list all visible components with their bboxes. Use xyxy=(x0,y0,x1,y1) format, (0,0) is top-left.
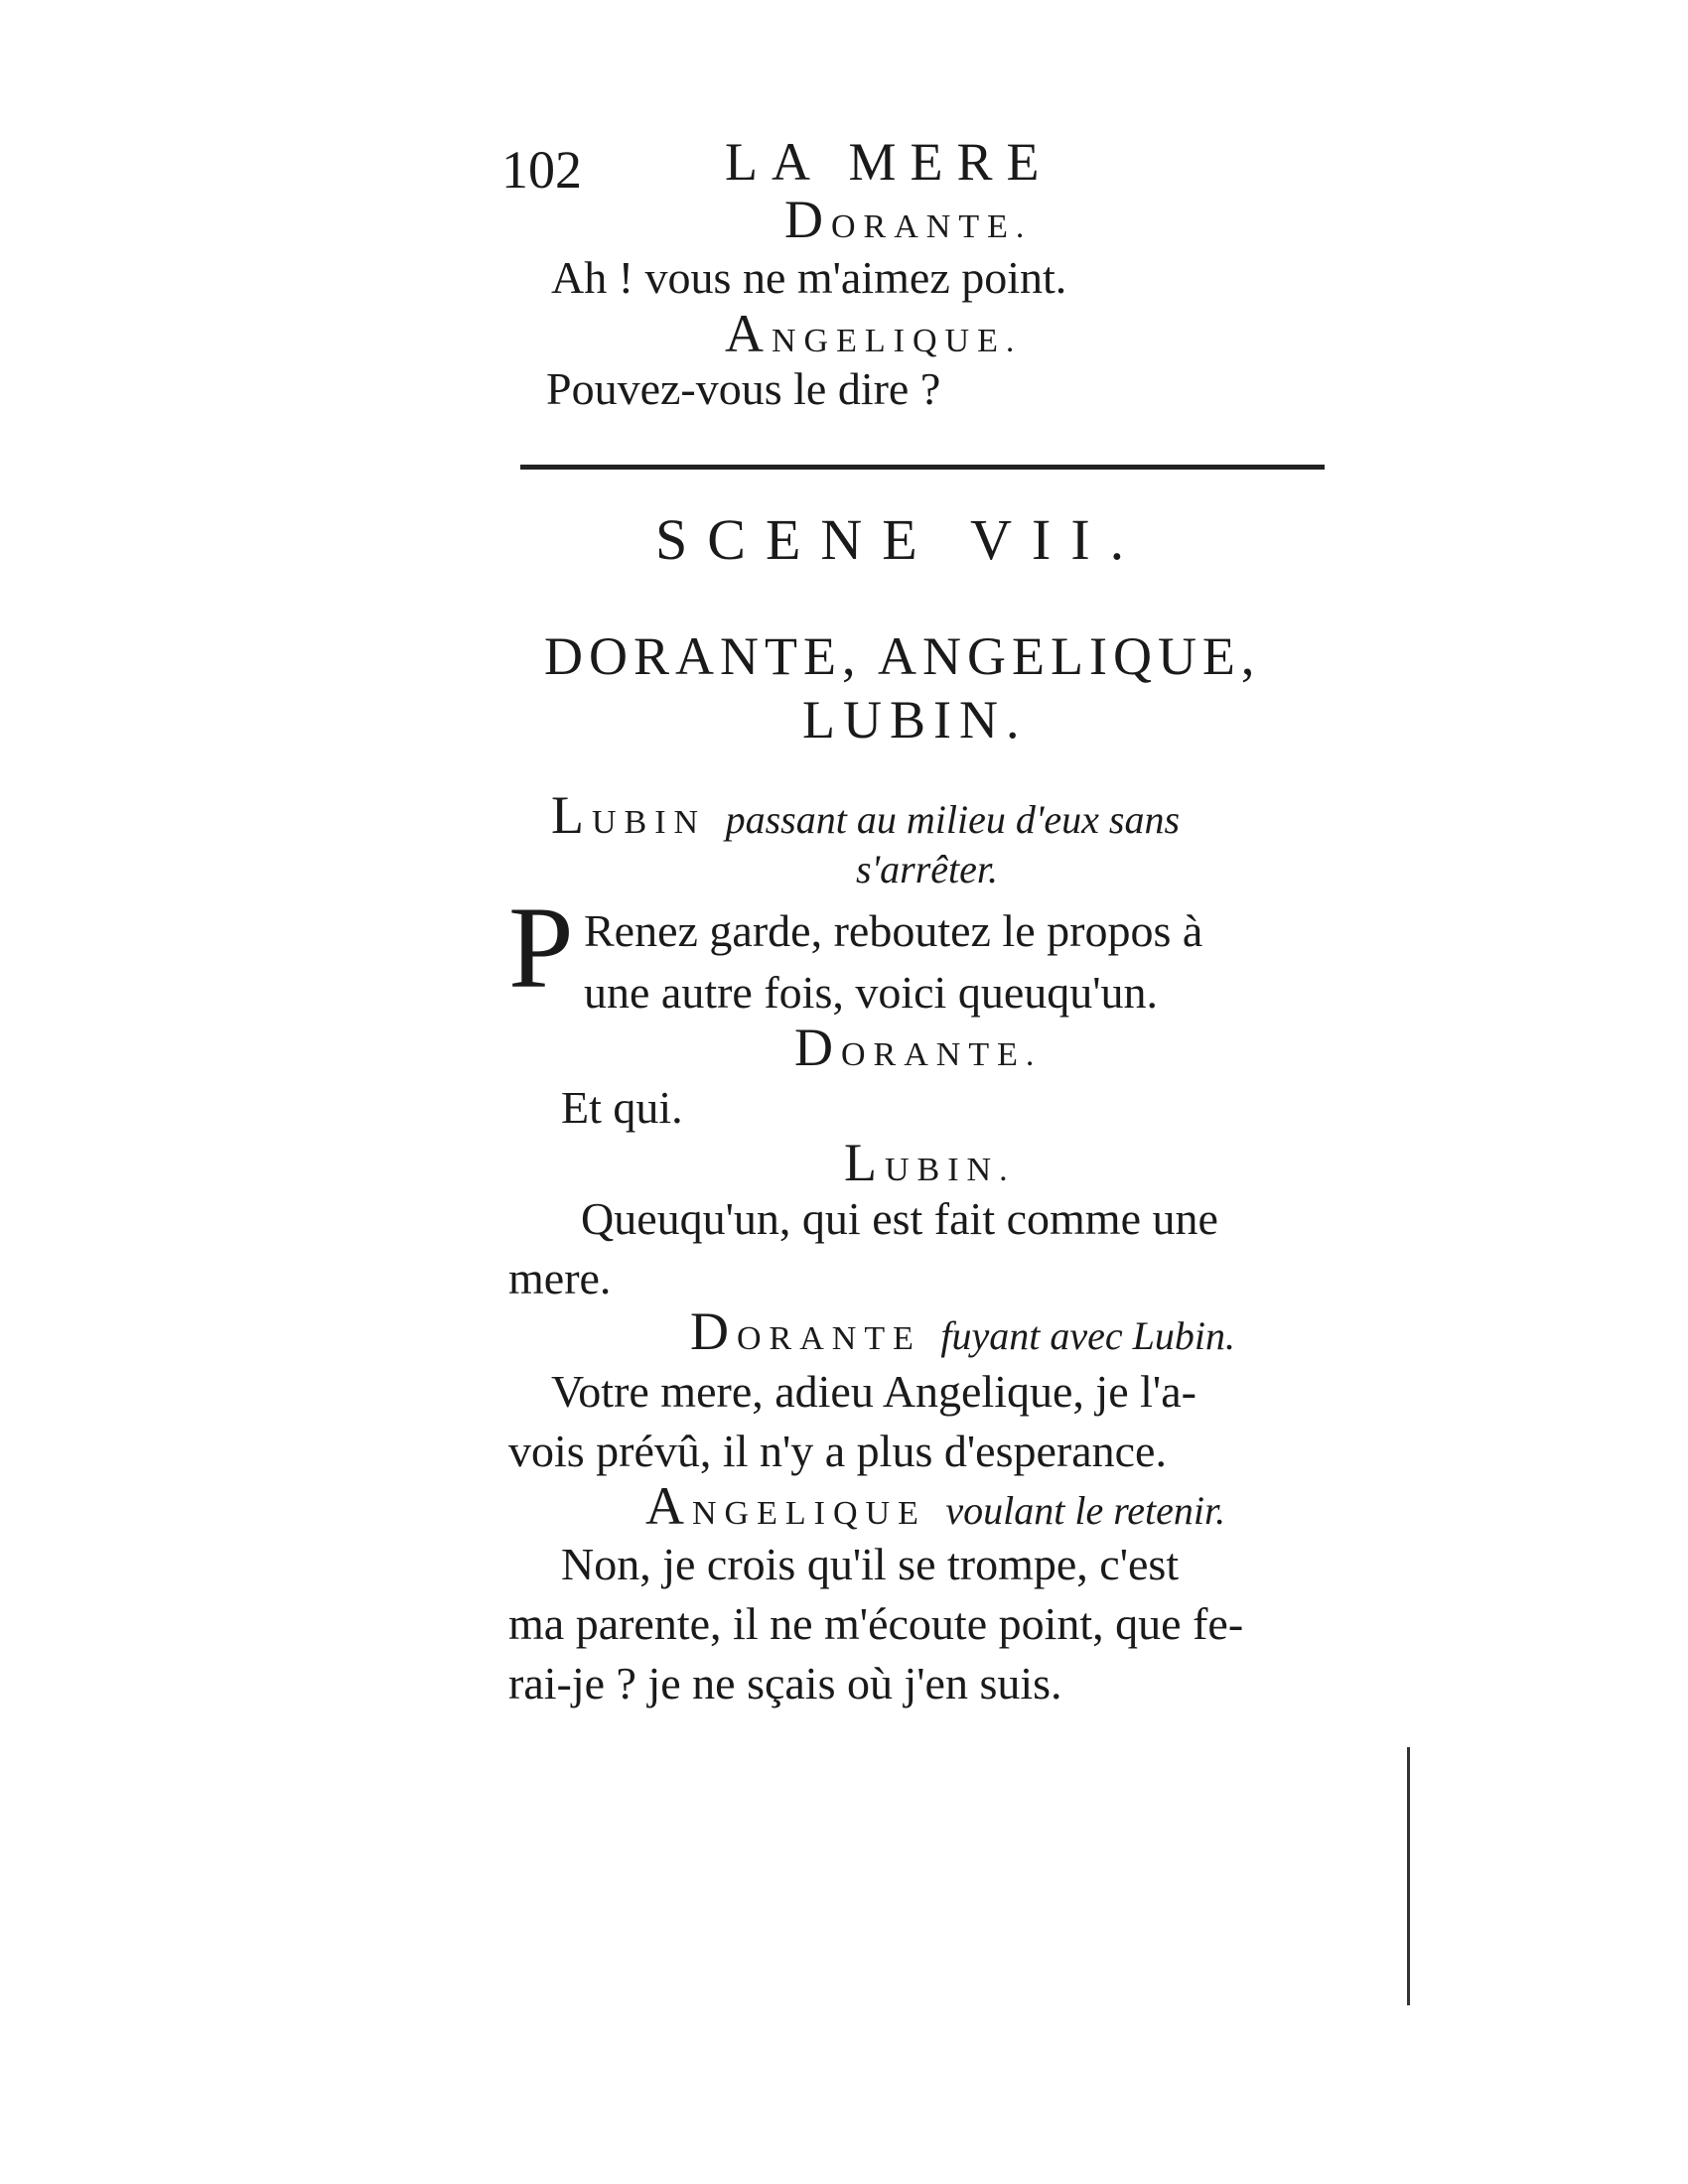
stage-direction: voulant le retenir. xyxy=(945,1488,1226,1533)
speaker-initial: A xyxy=(725,304,772,363)
drop-cap: P xyxy=(508,883,574,1013)
stage-direction: passant au milieu d'eux sans xyxy=(725,797,1181,842)
dialogue-line: Non, je crois qu'il se trompe, c'est xyxy=(561,1539,1180,1589)
speaker-dorante xyxy=(690,1300,1235,1362)
dialogue-line: Et qui. xyxy=(561,1082,683,1133)
speaker-rest: UBIN xyxy=(592,804,707,841)
speaker-initial: D xyxy=(690,1301,737,1361)
stage-direction-continued: s'arrêter. xyxy=(856,847,999,891)
cast-list-line-2: LUBIN. xyxy=(802,690,1028,750)
dialogue-line: Queuqu'un, qui est fait comme une xyxy=(581,1193,1218,1244)
speaker-dorante xyxy=(794,1017,1042,1078)
running-title: LA MERE xyxy=(725,132,1054,192)
speaker-initial: D xyxy=(784,190,831,249)
speaker-rest: UBIN. xyxy=(885,1152,1016,1188)
scene-divider xyxy=(520,465,1325,470)
speaker-rest: ORANTE. xyxy=(841,1036,1043,1073)
speaker-angelique xyxy=(645,1475,1225,1537)
speaker-dorante xyxy=(784,189,1032,250)
speaker-rest: ORANTE xyxy=(737,1320,921,1357)
cast-list-line-1: DORANTE, ANGELIQUE, xyxy=(544,626,1261,686)
dialogue-line: ma parente, il ne m'écoute point, que fe- xyxy=(508,1598,1244,1649)
scene-heading: SCENE VII. xyxy=(655,507,1145,572)
speaker-initial: D xyxy=(794,1018,841,1077)
speaker-rest: NGELIQUE. xyxy=(772,323,1023,359)
dialogue-line: mere. xyxy=(508,1253,612,1303)
dialogue-line: rai-je ? je ne sçais où j'en suis. xyxy=(508,1658,1062,1708)
speaker-lubin xyxy=(844,1132,1016,1193)
speaker-rest: NGELIQUE xyxy=(692,1495,926,1532)
dialogue-line: Pouvez-vous le dire ? xyxy=(546,363,941,414)
dialogue-line: Ah ! vous ne m'aimez point. xyxy=(551,252,1067,303)
speaker-initial: L xyxy=(551,785,592,845)
scan-edge-line xyxy=(1407,1747,1410,2005)
dialogue-line: vois prévû, il n'y a plus d'esperance. xyxy=(508,1426,1167,1476)
dialogue-line: Votre mere, adieu Angelique, je l'a- xyxy=(551,1366,1196,1417)
speaker-initial: L xyxy=(844,1133,885,1192)
speaker-angelique xyxy=(725,303,1022,364)
stage-direction: fuyant avec Lubin. xyxy=(940,1313,1235,1358)
page-number: 102 xyxy=(501,140,582,200)
dialogue-line: une autre fois, voici queuqu'un. xyxy=(584,967,1159,1018)
speaker-rest: ORANTE. xyxy=(831,208,1033,245)
dialogue-line: Renez garde, reboutez le propos à xyxy=(584,905,1203,956)
speaker-lubin xyxy=(551,784,1180,846)
speaker-initial: A xyxy=(645,1476,692,1536)
